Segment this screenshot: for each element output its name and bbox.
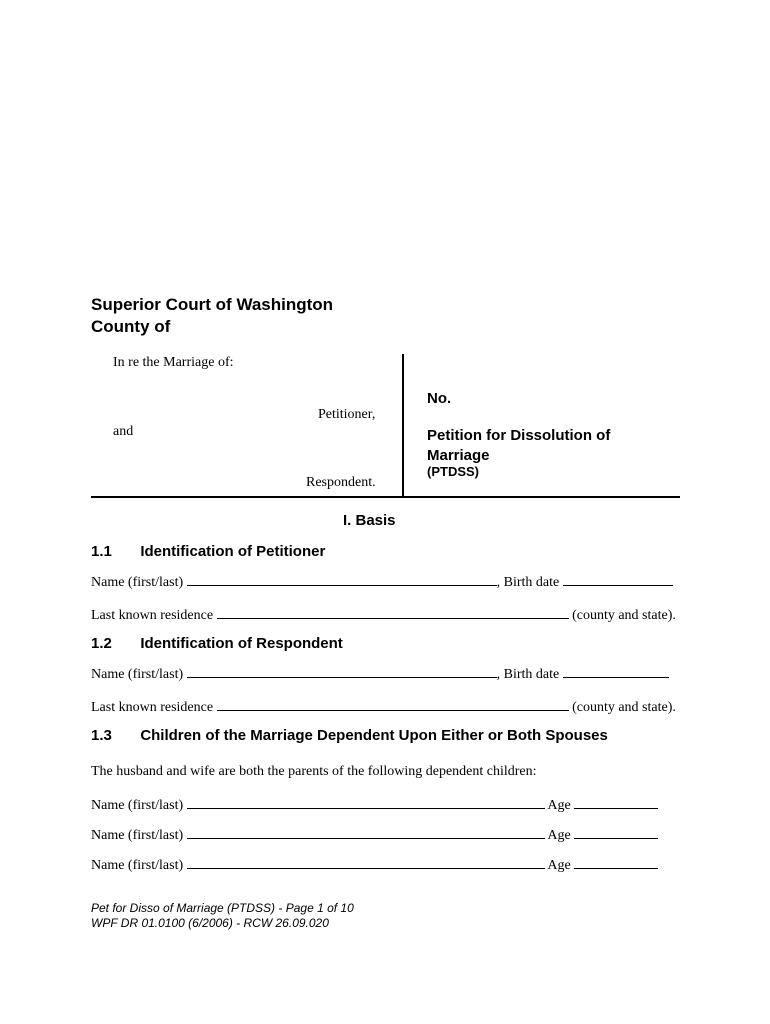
caption-divider-horizontal (91, 496, 680, 498)
part-heading: I. Basis (343, 512, 396, 529)
children-intro: The husband and wife are both the parents of the following dependent children: (91, 764, 537, 779)
section-number: 1.3 (91, 727, 112, 744)
child-age-blank[interactable] (574, 796, 658, 809)
section-1-1-heading (91, 543, 325, 561)
child-age-label: Age (547, 828, 571, 843)
section-title: Identification of Respondent (140, 635, 343, 652)
petitioner-birth-date-blank[interactable] (563, 573, 673, 586)
child-age-label: Age (547, 858, 571, 873)
residence-label: Last known residence (91, 608, 214, 623)
respondent-label: Respondent. (306, 475, 376, 490)
respondent-name-blank[interactable] (187, 665, 497, 678)
child-age-blank[interactable] (574, 826, 658, 839)
section-number: 1.2 (91, 635, 112, 652)
birth-date-label: , Birth date (496, 575, 560, 590)
child-name-blank[interactable] (187, 796, 545, 809)
petitioner-residence-blank[interactable] (217, 606, 569, 619)
case-number-label: No. (427, 390, 452, 407)
petitioner-residence-row (91, 606, 676, 624)
child-row (91, 856, 658, 874)
section-number: 1.1 (91, 543, 112, 560)
petitioner-name-row (91, 573, 673, 591)
respondent-residence-blank[interactable] (217, 698, 569, 711)
child-name-label: Name (first/last) (91, 858, 184, 873)
child-name-label: Name (first/last) (91, 828, 184, 843)
petitioner-label: Petitioner, (318, 407, 376, 422)
document-code: (PTDSS) (427, 464, 479, 479)
child-row (91, 826, 658, 844)
court-title: Superior Court of Washington (91, 295, 334, 314)
section-1-3-heading (91, 727, 608, 745)
caption-divider-vertical (402, 354, 404, 497)
child-row (91, 796, 658, 814)
footer-line-1: Pet for Disso of Marriage (PTDSS) - Page 1 of 10 (91, 901, 354, 915)
residence-suffix: (county and state). (572, 608, 676, 623)
child-name-blank[interactable] (187, 826, 545, 839)
birth-date-label: , Birth date (496, 667, 560, 682)
section-title: Children of the Marriage Dependent Upon Either or Both Spouses (140, 727, 608, 744)
child-age-blank[interactable] (574, 856, 658, 869)
child-name-blank[interactable] (187, 856, 545, 869)
residence-label: Last known residence (91, 700, 214, 715)
court-county: County of (91, 317, 171, 336)
residence-suffix: (county and state). (572, 700, 676, 715)
document-title: Petition for Dissolution of Marriage (427, 427, 611, 464)
petitioner-name-blank[interactable] (187, 573, 497, 586)
respondent-name-row (91, 665, 669, 683)
in-re-label: In re the Marriage of: (113, 355, 234, 370)
respondent-birth-date-blank[interactable] (563, 665, 669, 678)
name-label: Name (first/last) (91, 575, 184, 590)
footer-line-2: WPF DR 01.0100 (6/2006) - RCW 26.09.020 (91, 916, 329, 930)
name-label: Name (first/last) (91, 667, 184, 682)
child-name-label: Name (first/last) (91, 798, 184, 813)
section-1-2-heading (91, 635, 343, 653)
child-age-label: Age (547, 798, 571, 813)
respondent-residence-row (91, 698, 676, 716)
section-title: Identification of Petitioner (140, 543, 326, 560)
and-label: and (113, 424, 134, 439)
